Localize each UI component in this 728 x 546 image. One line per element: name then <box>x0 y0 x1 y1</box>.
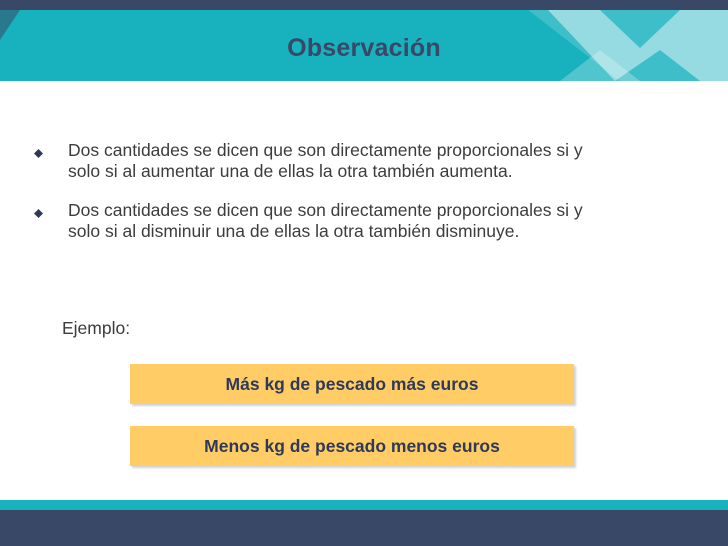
bullet-list <box>30 140 690 260</box>
top-navy-bar <box>0 0 728 10</box>
bullet-item <box>30 200 690 242</box>
example-box-more: Más kg de pescado más euros <box>130 364 574 404</box>
bullet-item <box>30 140 690 182</box>
slide-title: Observación <box>287 34 441 62</box>
example-box-less: Menos kg de pescado menos euros <box>130 426 574 466</box>
diamond-bullet-icon <box>34 209 43 218</box>
bullet-line: solo si al disminuir una de ellas la otra también disminuye. <box>68 221 520 241</box>
header-band <box>0 10 728 81</box>
bottom-teal-accent <box>0 500 728 510</box>
bullet-line: Dos cantidades se dicen que son directamente proporcionales si y <box>68 140 583 160</box>
bottom-navy-bar <box>0 510 728 546</box>
diamond-bullet-icon <box>34 149 43 158</box>
example-label: Ejemplo: <box>62 318 131 338</box>
bullet-line: solo si al aumentar una de ellas la otra también aumenta. <box>68 161 513 181</box>
bullet-line: Dos cantidades se dicen que son directamente proporcionales si y <box>68 200 583 220</box>
